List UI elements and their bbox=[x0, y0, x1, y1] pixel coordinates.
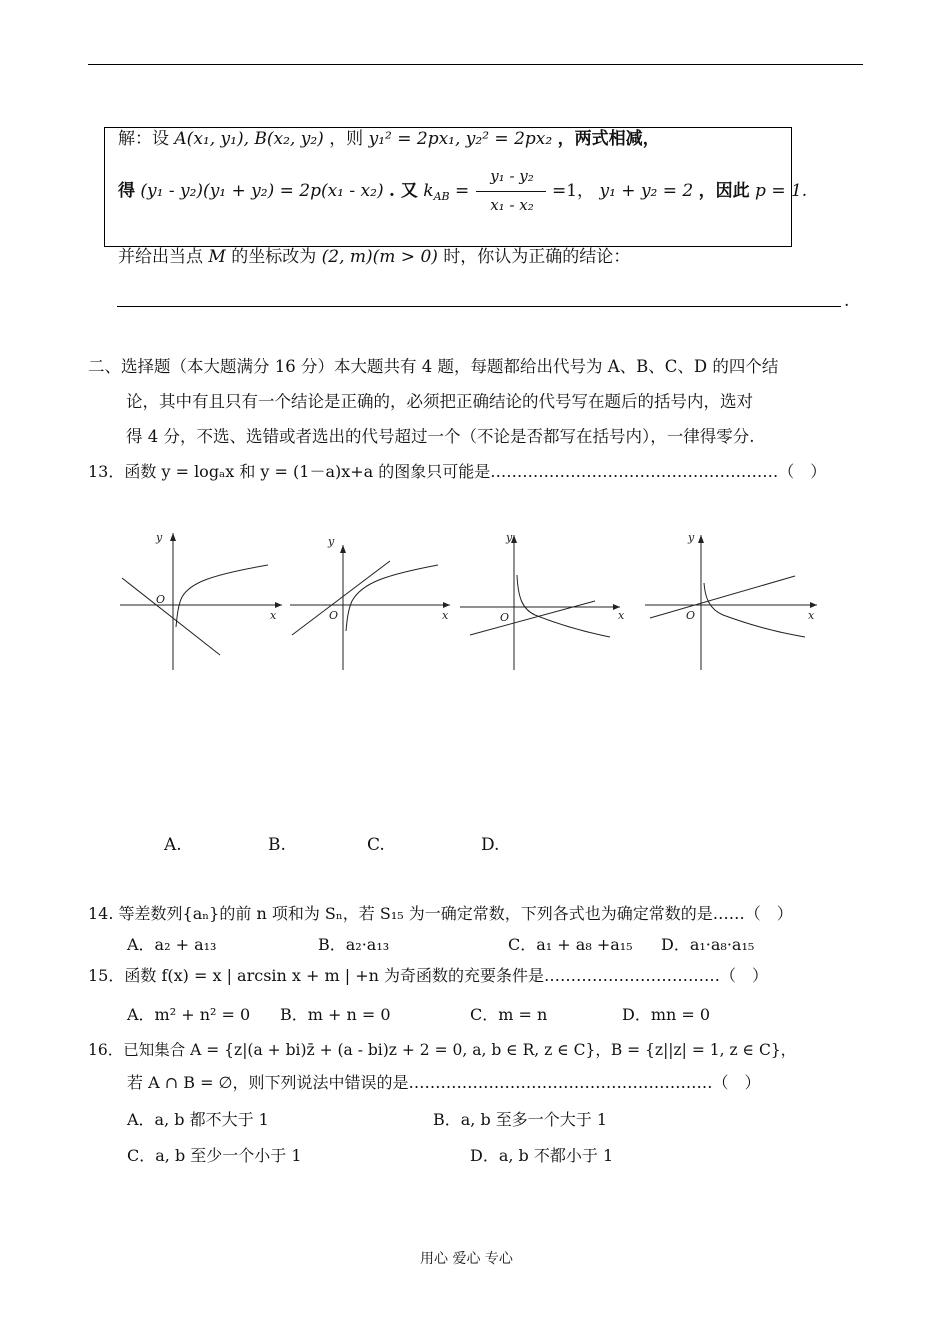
graph-d-y-label: y bbox=[688, 531, 695, 544]
section2-line-3: 得 4 分，不选、选错或者选出的代号超过一个（不论是否都写在括号内），一律得零分. bbox=[126, 427, 755, 446]
q13-stem: 13．函数 y = logₐx 和 y = (1－a)x+a 的图象只可能是………………………………………………（ ） bbox=[88, 462, 827, 481]
answer-period: . bbox=[844, 291, 850, 311]
graph-c-y-label: y bbox=[506, 531, 513, 544]
graph-d-line bbox=[650, 576, 795, 618]
solution-parabola-eqs: y₁² = 2px₁, y₂² = 2px₂ bbox=[368, 129, 553, 149]
prompt-text-c: 时，你认为正确的结论： bbox=[443, 247, 631, 267]
q16-option-d[interactable]: D．a, b 不都小于 1 bbox=[470, 1146, 614, 1165]
q16-option-a[interactable]: A．a, b 都不大于 1 bbox=[127, 1110, 269, 1129]
graph-a-line bbox=[122, 578, 220, 655]
prompt-text-a: 并给出当点 bbox=[118, 247, 203, 267]
graph-b bbox=[290, 545, 450, 670]
graph-d-x-label: x bbox=[808, 609, 815, 622]
q13-option-c[interactable]: C. bbox=[367, 835, 385, 855]
prompt-coord: (2, m)(m > 0) bbox=[321, 247, 438, 267]
slope-numerator: y₁ - y₂ bbox=[490, 167, 534, 185]
graph-a-x-label: x bbox=[270, 609, 277, 622]
fill-prompt bbox=[118, 246, 630, 268]
q15-stem: 15．函数 f(x) = x | arcsin x + m | +n 为奇函数的充要条件是……………………………（ ） bbox=[88, 966, 769, 985]
graph-c-x-label: x bbox=[618, 609, 625, 622]
graph-a-origin: O bbox=[156, 593, 166, 606]
solution-result: p = 1. bbox=[755, 181, 808, 201]
answer-blank-line[interactable] bbox=[117, 306, 841, 307]
graph-b-origin: O bbox=[329, 609, 339, 622]
graph-d bbox=[645, 535, 817, 670]
slope-eq-sign: = bbox=[455, 181, 470, 201]
solution-difference-eq: (y₁ - y₂)(y₁ + y₂) = 2p(x₁ - x₂) bbox=[140, 181, 384, 201]
q13-option-d[interactable]: D. bbox=[481, 835, 500, 855]
solution-prefix: 解：设 bbox=[118, 129, 169, 149]
sum-eq: y₁ + y₂ = 2 bbox=[599, 181, 694, 201]
q14-option-c[interactable]: C．a₁ + a₈ +a₁₅ bbox=[508, 935, 633, 954]
q14-option-b[interactable]: B．a₂·a₁₃ bbox=[318, 935, 390, 954]
solution-get: 得 bbox=[118, 181, 135, 201]
q15-option-a[interactable]: A．m² + n² = 0 bbox=[127, 1005, 251, 1024]
q13-option-b[interactable]: B. bbox=[268, 835, 286, 855]
solution-points: A(x₁, y₁), B(x₂, y₂) bbox=[174, 129, 324, 149]
slope-value: =1， bbox=[552, 181, 595, 201]
graph-c bbox=[460, 535, 620, 670]
q16-option-b[interactable]: B．a, b 至多一个大于 1 bbox=[433, 1110, 608, 1129]
slope-fraction-bar bbox=[476, 191, 546, 192]
page-footer: 用心 爱心 专心 bbox=[420, 1251, 513, 1267]
solution-line-1 bbox=[118, 128, 660, 150]
solution-subtract: ，两式相减， bbox=[557, 129, 660, 149]
solution-then: ，则 bbox=[329, 129, 364, 149]
graph-c-origin: O bbox=[500, 611, 510, 624]
graph-a-log-curve bbox=[176, 565, 268, 627]
graph-b-x-label: x bbox=[442, 609, 449, 622]
header-rule bbox=[88, 64, 863, 65]
section2-line-2: 论，其中有且只有一个结论是正确的，必须把正确结论的代号写在题后的括号内，选对 bbox=[126, 392, 753, 411]
graph-a bbox=[120, 533, 282, 670]
solution-also: . 又 bbox=[389, 181, 418, 201]
prompt-text-b: 的坐标改为 bbox=[231, 247, 317, 267]
graph-a-y-label: y bbox=[156, 531, 163, 544]
q16-stem: 16．已知集合 A = {z|(a + bi)z̄ + (a - bi)z + 2 = 0, a, b ∈ R, z ∈ C}，B = {z||z| = 1, z ∈ C}， bbox=[88, 1041, 797, 1059]
q16-condition: 若 A ∩ B = ∅，则下列说法中错误的是…………………………………………………（ ） bbox=[127, 1073, 761, 1092]
q13-option-a[interactable]: A. bbox=[164, 835, 182, 855]
q16-option-c[interactable]: C．a, b 至少一个小于 1 bbox=[127, 1146, 302, 1165]
q13-graphs bbox=[110, 525, 830, 675]
slope-k-sub: AB bbox=[433, 190, 450, 203]
graph-d-origin: O bbox=[686, 609, 696, 622]
q15-option-d[interactable]: D．mn = 0 bbox=[622, 1005, 711, 1024]
q14-option-d[interactable]: D．a₁·a₈·a₁₅ bbox=[661, 935, 755, 954]
solution-line-2 bbox=[118, 180, 469, 208]
slope-denominator: x₁ - x₂ bbox=[490, 196, 534, 214]
solution-line-2-tail bbox=[552, 180, 807, 202]
slope-k: k bbox=[423, 181, 434, 201]
q14-stem: 14. 等差数列{aₙ}的前 n 项和为 Sₙ，若 S₁₅ 为一确定常数，下列各式也为确定常数的是……（ ） bbox=[88, 904, 793, 923]
q14-option-a[interactable]: A．a₂ + a₁₃ bbox=[127, 935, 217, 954]
graph-b-y-label: y bbox=[328, 535, 335, 548]
solution-therefore: ，因此 bbox=[698, 181, 750, 201]
section2-line-1: 二、选择题（本大题满分 16 分）本大题共有 4 题，每题都给出代号为 A、B、C、D 的四个结 bbox=[88, 357, 779, 376]
graph-d-log-curve bbox=[704, 583, 805, 637]
q15-option-c[interactable]: C．m = n bbox=[470, 1005, 548, 1024]
graph-c-line bbox=[470, 601, 595, 635]
graph-c-log-curve bbox=[517, 575, 610, 637]
graph-b-line bbox=[292, 561, 390, 635]
graph-b-log-curve bbox=[346, 565, 438, 631]
q15-option-b[interactable]: B．m + n = 0 bbox=[280, 1005, 391, 1024]
prompt-point-m: M bbox=[208, 247, 226, 267]
